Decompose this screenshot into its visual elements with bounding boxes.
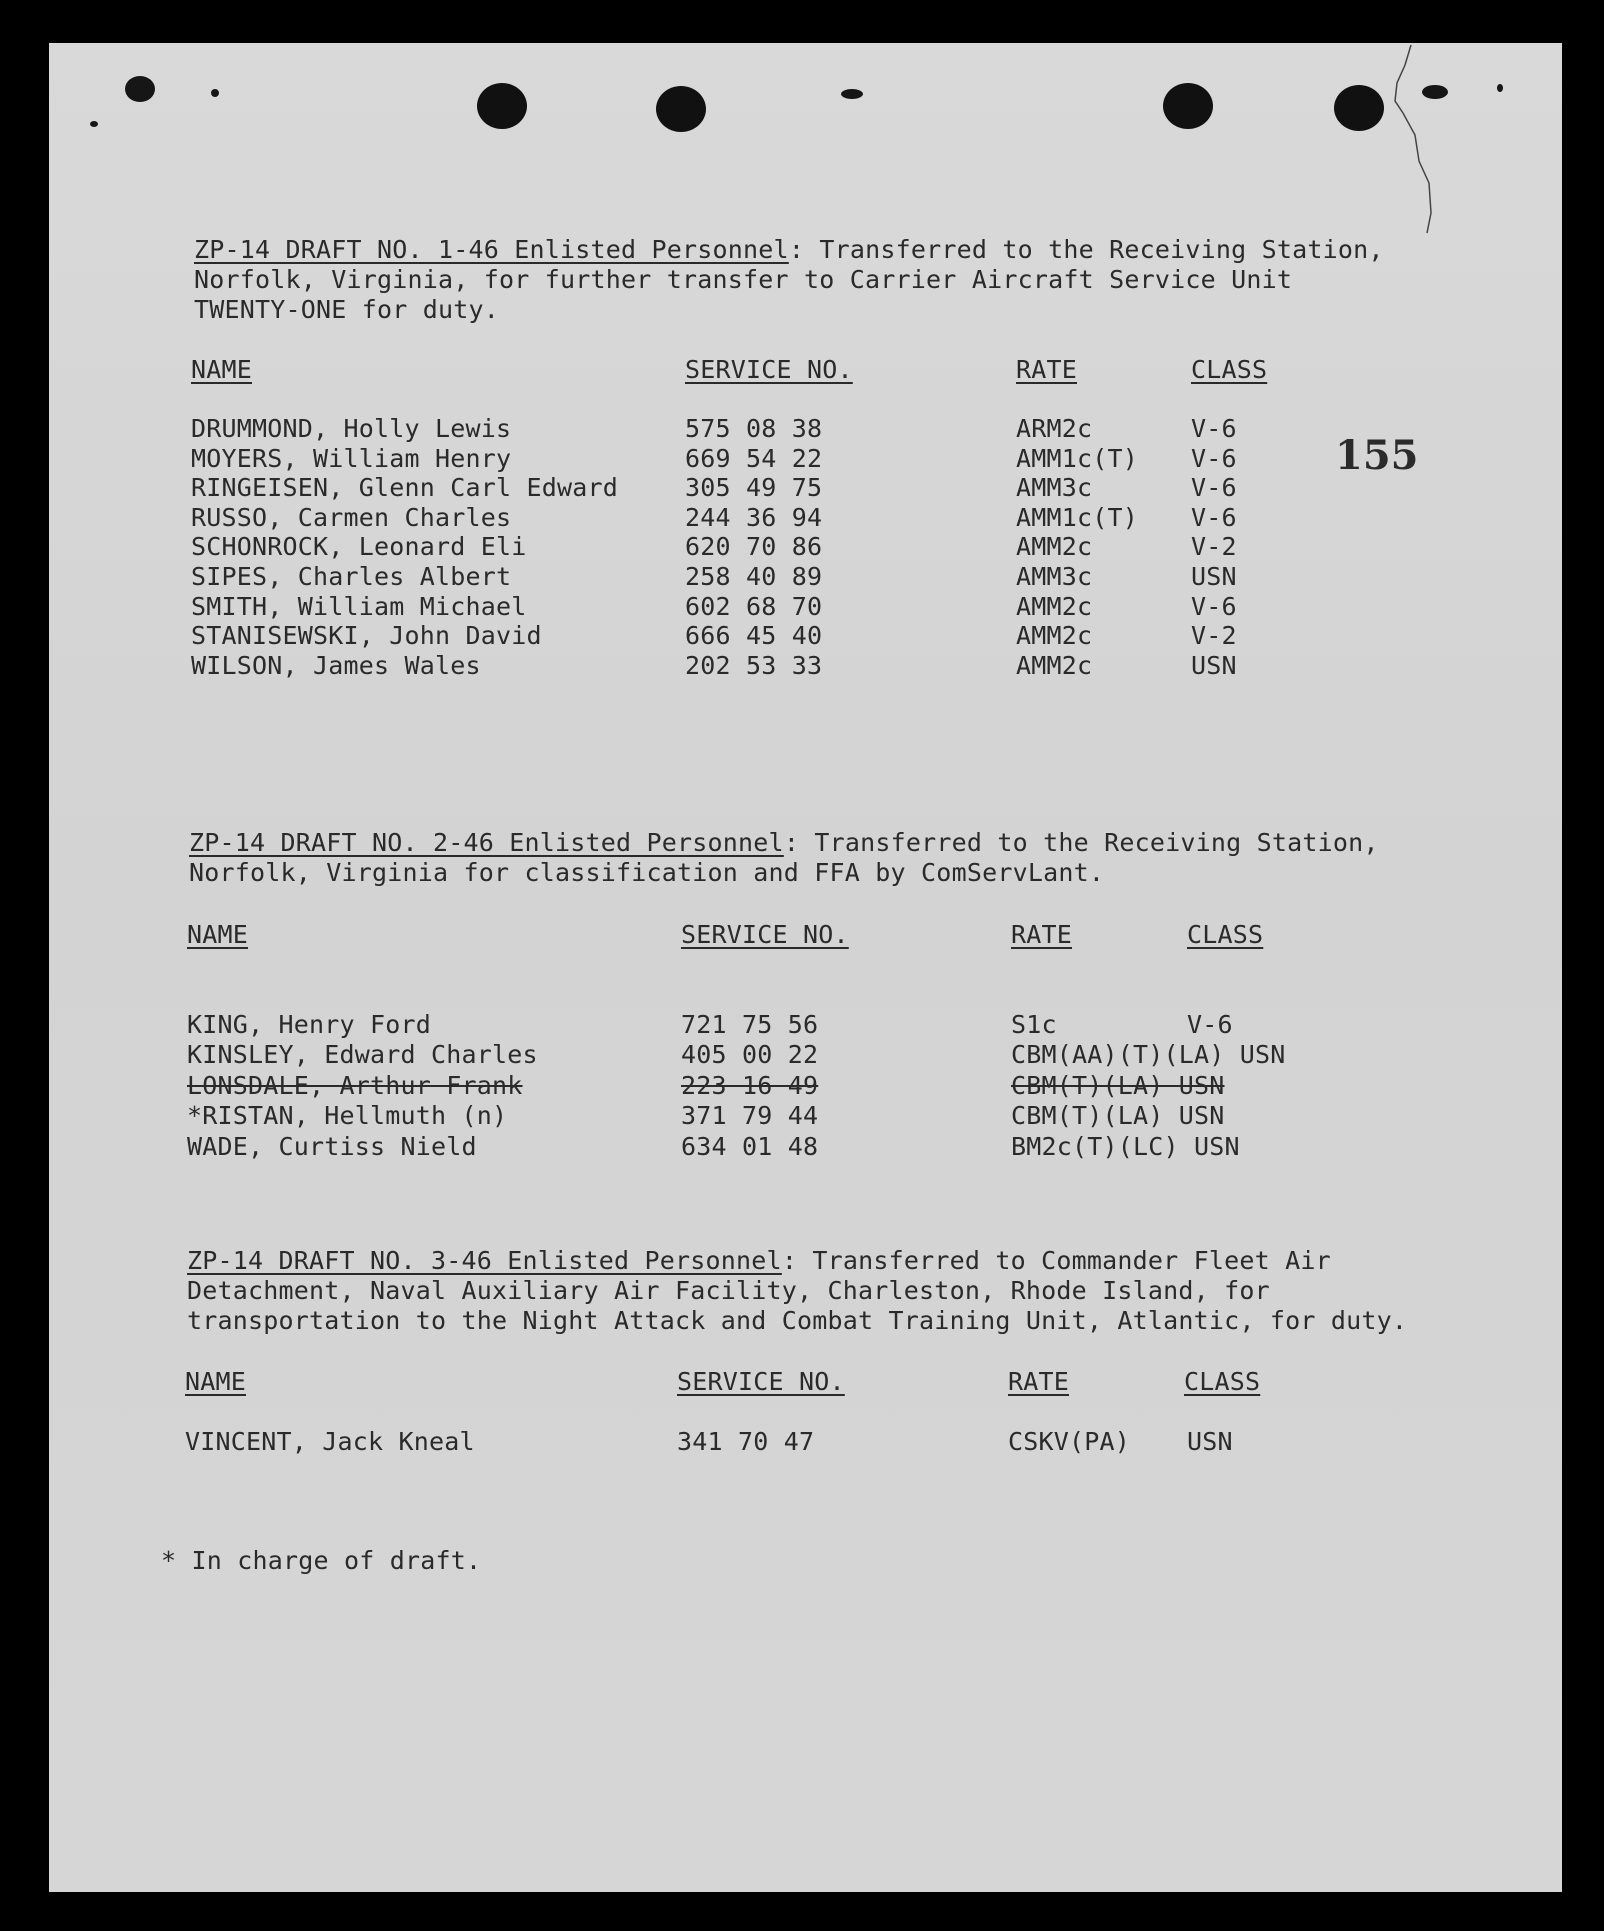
table-cell-name: SCHONROCK, Leonard Eli [191,532,527,562]
section1-line2: Norfolk, Virginia, for further transfer to Carrier Aircraft Service Unit [194,265,1293,294]
paper-crack [1359,43,1439,243]
section1-col-rate: RATE [1016,355,1078,384]
section2-col-class: CLASS [1187,920,1264,949]
section1-line3: TWENTY-ONE for duty. [194,295,500,324]
footnote: * In charge of draft. [161,1546,482,1575]
ink-blot [90,121,98,127]
section1-col-class: CLASS [1191,355,1268,384]
table-cell-service: 371 79 44 [681,1101,819,1131]
table-cell-rate: CSKV(PA) [1008,1427,1131,1456]
ink-blot [125,76,155,102]
table-cell-service: 223 16 49 [681,1070,819,1100]
section3-line3: transportation to the Night Attack and Combat Training Unit, Atlantic, for duty. [187,1306,1408,1335]
table-cell-rate: AMM2c [1016,621,1093,651]
table-cell-class: V-6 [1191,502,1237,532]
section3-header [187,1246,1331,1276]
table-cell-service: 666 45 40 [685,621,823,651]
section1-header-title: ZP-14 DRAFT NO. 1-46 Enlisted Personnel [194,235,789,264]
section2-col-service: SERVICE NO. [681,920,849,949]
table-cell-name: KING, Henry Ford [187,1010,432,1039]
punch-hole [477,83,527,129]
table-cell-service: 202 53 33 [685,650,823,680]
table-cell-name: SIPES, Charles Albert [191,562,512,591]
table-cell-class: USN [1191,562,1237,591]
table-cell-rate: AMM1c(T) [1016,502,1139,532]
table-cell-service: 244 36 94 [685,502,823,532]
section2-header-rest: : Transferred to the Receiving Station, [783,828,1379,857]
table-cell-name: WADE, Curtiss Nield [187,1131,477,1161]
ink-blot [1497,84,1503,92]
table-cell-class: V-6 [1191,414,1237,443]
section3-col-rate: RATE [1008,1367,1070,1396]
section1-col-name: NAME [191,355,253,384]
section3-header-rest: : Transferred to Commander Fleet Air [781,1246,1331,1275]
table-cell-name: *RISTAN, Hellmuth (n) [187,1101,508,1131]
section2-col-rate: RATE [1011,920,1073,949]
table-cell-name: STANISEWSKI, John David [191,621,542,651]
section2-col-name: NAME [187,920,249,949]
punch-hole [656,86,706,132]
table-cell-rate: CBM(T)(LA) USN [1011,1070,1225,1100]
table-cell-class: USN [1187,1427,1233,1456]
section3-col-class: CLASS [1184,1367,1261,1396]
section3-line2: Detachment, Naval Auxiliary Air Facility, Charleston, Rhode Island, for [187,1276,1270,1305]
section1-header-rest: : Transferred to the Receiving Station, [788,235,1384,264]
section2-header-title: ZP-14 DRAFT NO. 2-46 Enlisted Personnel [189,828,784,857]
table-cell-name: VINCENT, Jack Kneal [185,1427,475,1456]
table-cell-service: 669 54 22 [685,443,823,473]
document-page [49,43,1562,1892]
ink-blot [841,89,863,99]
table-cell-service: 575 08 38 [685,414,823,443]
table-cell-rate: S1c [1011,1010,1057,1039]
table-cell-rate: CBM(T)(LA) USN [1011,1101,1225,1131]
section2-line2: Norfolk, Virginia for classification and FFA by ComServLant. [189,858,1105,887]
table-cell-name: WILSON, James Wales [191,650,481,680]
table-cell-class: V-2 [1191,621,1237,651]
section3-col-name: NAME [185,1367,247,1396]
section3-col-service: SERVICE NO. [677,1367,845,1396]
table-cell-service: 305 49 75 [685,473,823,503]
table-cell-service: 405 00 22 [681,1040,819,1070]
table-cell-name: DRUMMOND, Holly Lewis [191,414,512,443]
section3-header-title: ZP-14 DRAFT NO. 3-46 Enlisted Personnel [187,1246,782,1275]
table-cell-name: RUSSO, Carmen Charles [191,502,512,532]
table-cell-service: 602 68 70 [685,591,823,621]
table-cell-class: V-2 [1191,532,1237,562]
table-cell-rate: AMM2c [1016,591,1093,621]
section1-col-service: SERVICE NO. [685,355,853,384]
table-cell-rate: AMM3c [1016,562,1093,591]
table-cell-service: 258 40 89 [685,562,823,591]
table-cell-name: MOYERS, William Henry [191,443,512,473]
table-cell-rate: ARM2c [1016,414,1093,443]
table-cell-class: V-6 [1191,473,1237,503]
table-cell-rate: AMM3c [1016,473,1093,503]
table-cell-rate: AMM2c [1016,650,1093,680]
table-cell-rate: CBM(AA)(T)(LA) USN [1011,1040,1286,1070]
table-cell-service: 341 70 47 [677,1427,815,1456]
table-cell-class: USN [1191,650,1237,680]
table-cell-class: V-6 [1191,591,1237,621]
table-cell-rate: AMM2c [1016,532,1093,562]
table-cell-service: 620 70 86 [685,532,823,562]
table-cell-name: KINSLEY, Edward Charles [187,1040,538,1070]
table-cell-class: V-6 [1187,1010,1233,1039]
table-cell-name: LONSDALE, Arthur Frank [187,1070,523,1100]
table-cell-rate: AMM1c(T) [1016,443,1139,473]
table-cell-service: 721 75 56 [681,1010,819,1039]
page-number: 155 [1335,432,1419,479]
ink-blot [211,89,219,97]
table-cell-service: 634 01 48 [681,1131,819,1161]
table-cell-rate: BM2c(T)(LC) USN [1011,1131,1240,1161]
table-cell-class: V-6 [1191,443,1237,473]
table-cell-name: SMITH, William Michael [191,591,527,621]
section2-header [189,828,1379,858]
table-cell-name: RINGEISEN, Glenn Carl Edward [191,473,619,503]
section1-header [194,235,1384,265]
punch-hole [1163,83,1213,129]
